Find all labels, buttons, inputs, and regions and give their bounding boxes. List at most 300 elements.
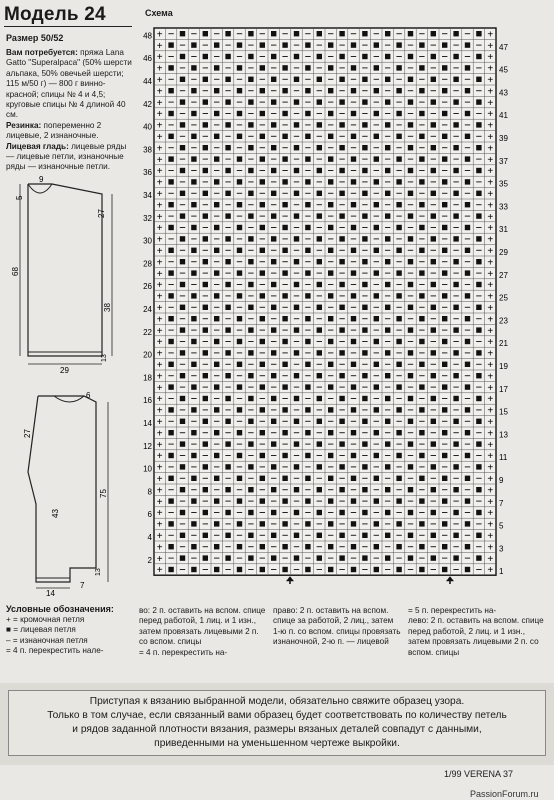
knit-stitch <box>248 396 253 401</box>
knit-stitch <box>271 350 276 355</box>
row-label-left: 16 <box>143 396 152 406</box>
edge-stitch: + <box>487 417 494 428</box>
knit-stitch <box>203 213 208 218</box>
knit-stitch <box>351 293 356 298</box>
knit-stitch <box>408 487 413 492</box>
knit-stitch <box>476 373 481 378</box>
notice-line-3: и рядов заданной плотности вязания, размеры вязаных деталей совпадут с данными, <box>72 724 482 735</box>
edge-stitch: + <box>156 166 163 178</box>
knit-stitch <box>431 122 436 127</box>
edge-stitch: + <box>487 200 494 212</box>
row-label-left: 38 <box>143 145 152 155</box>
knit-stitch <box>168 476 173 481</box>
knit-stitch <box>260 270 265 275</box>
edge-stitch: + <box>487 86 494 98</box>
row-label-left: 18 <box>143 373 152 383</box>
knit-stitch <box>374 134 379 139</box>
knit-stitch <box>248 464 253 469</box>
size-label: Размер 50/52 <box>6 33 64 43</box>
knit-stitch <box>191 362 196 367</box>
knit-stitch <box>225 510 230 515</box>
knit-stitch <box>282 42 287 47</box>
knit-stitch <box>431 327 436 332</box>
row-label-left: 48 <box>143 31 152 41</box>
edge-stitch: + <box>156 348 163 360</box>
knit-stitch <box>419 111 424 116</box>
knit-stitch <box>362 441 367 446</box>
knit-stitch <box>271 282 276 287</box>
edge-stitch: + <box>487 439 494 451</box>
knit-stitch <box>294 510 299 515</box>
knit-stitch <box>317 259 322 264</box>
knit-stitch <box>385 145 390 150</box>
knit-stitch <box>408 259 413 264</box>
knit-stitch <box>168 407 173 412</box>
knit-stitch <box>260 248 265 253</box>
edge-stitch: + <box>156 109 163 121</box>
knit-stitch <box>282 156 287 161</box>
knit-stitch <box>385 31 390 36</box>
edge-stitch: + <box>487 474 494 485</box>
edge-stitch: + <box>487 303 494 314</box>
knit-stitch <box>442 384 447 389</box>
knit-stitch <box>225 555 230 560</box>
knit-stitch <box>305 476 310 481</box>
knit-stitch <box>339 373 344 378</box>
legend-col4-text: лево: 2 п. оставить на вспом. спице перед работой, 2 лиц. и 1 изн., затем провязать лицевыми 2 п. со вспом. спицы <box>408 616 544 657</box>
knit-stitch <box>396 316 401 321</box>
knit-stitch <box>442 316 447 321</box>
row-label-left: 40 <box>143 122 152 132</box>
knit-stitch <box>282 384 287 389</box>
knit-stitch <box>431 77 436 82</box>
knit-stitch <box>237 179 242 184</box>
knit-stitch <box>225 464 230 469</box>
knit-stitch <box>191 156 196 161</box>
knit-stitch <box>328 476 333 481</box>
knit-stitch <box>260 111 265 116</box>
knit-stitch <box>260 225 265 230</box>
knit-stitch <box>237 248 242 253</box>
knit-stitch <box>168 225 173 230</box>
knit-stitch <box>396 384 401 389</box>
row-label-left: 32 <box>143 213 152 223</box>
page-footer: 1/99 VERENA 37 <box>444 769 514 779</box>
knit-stitch <box>282 544 287 549</box>
knit-stitch <box>385 122 390 127</box>
knit-stitch <box>339 441 344 446</box>
knit-stitch <box>476 145 481 150</box>
knit-stitch <box>362 191 367 196</box>
edge-stitch: + <box>487 325 494 337</box>
knit-stitch <box>396 544 401 549</box>
knit-stitch <box>431 464 436 469</box>
knit-stitch <box>465 567 470 572</box>
knit-stitch <box>203 282 208 287</box>
knit-stitch <box>225 373 230 378</box>
knit-stitch <box>191 384 196 389</box>
knit-stitch <box>453 191 458 196</box>
knit-stitch <box>237 453 242 458</box>
knit-stitch <box>237 42 242 47</box>
knit-stitch <box>168 42 173 47</box>
knit-stitch <box>317 510 322 515</box>
knit-stitch <box>362 350 367 355</box>
knit-stitch <box>385 236 390 241</box>
edge-stitch: + <box>487 519 494 531</box>
knit-stitch <box>362 122 367 127</box>
knit-stitch <box>362 327 367 332</box>
knit-stitch <box>305 42 310 47</box>
row-label-right: 31 <box>499 225 508 235</box>
knit-stitch <box>328 544 333 549</box>
knit-stitch <box>248 122 253 127</box>
knit-stitch <box>214 270 219 275</box>
knit-stitch <box>328 179 333 184</box>
row-label-left: 26 <box>143 282 152 292</box>
knit-stitch <box>476 259 481 264</box>
knit-stitch <box>203 441 208 446</box>
knit-stitch <box>203 168 208 173</box>
knit-stitch <box>453 213 458 218</box>
knit-stitch <box>351 65 356 70</box>
knit-stitch <box>385 213 390 218</box>
knit-stitch <box>260 293 265 298</box>
knit-stitch <box>282 88 287 93</box>
knit-stitch <box>237 339 242 344</box>
edge-stitch: + <box>156 508 163 520</box>
legend-knit: ■ = лицевая петля <box>6 625 76 635</box>
row-label-right: 1 <box>499 567 504 577</box>
knit-stitch <box>237 293 242 298</box>
knit-stitch <box>396 156 401 161</box>
knit-stitch <box>180 99 185 104</box>
row-label-right: 43 <box>499 88 508 98</box>
knit-stitch <box>431 441 436 446</box>
knit-stitch <box>396 339 401 344</box>
knit-stitch <box>465 248 470 253</box>
knit-stitch <box>362 419 367 424</box>
edge-stitch: + <box>156 439 163 451</box>
knit-stitch <box>248 305 253 310</box>
knit-stitch <box>317 31 322 36</box>
knit-stitch <box>465 453 470 458</box>
knit-stitch <box>476 236 481 241</box>
edge-stitch: + <box>156 154 163 166</box>
knit-stitch <box>476 555 481 560</box>
knit-stitch <box>237 407 242 412</box>
knit-stitch <box>191 134 196 139</box>
knit-stitch <box>271 327 276 332</box>
knit-stitch <box>191 88 196 93</box>
knit-stitch <box>180 555 185 560</box>
knit-stitch <box>180 213 185 218</box>
pattern2-middle: 43 <box>51 509 60 518</box>
edge-stitch: + <box>156 428 163 440</box>
knit-stitch <box>305 88 310 93</box>
repeat-arrow-head <box>446 576 454 581</box>
row-label-right: 33 <box>499 202 508 212</box>
edge-stitch: + <box>487 382 494 394</box>
knit-stitch <box>442 339 447 344</box>
knit-stitch <box>351 498 356 503</box>
row-label-right: 39 <box>499 134 508 143</box>
edge-stitch: + <box>487 291 494 303</box>
pattern1-top: 9 <box>39 175 44 184</box>
edge-stitch: + <box>487 451 494 463</box>
knit-stitch <box>339 168 344 173</box>
knit-stitch <box>351 111 356 116</box>
edge-stitch: + <box>487 97 494 109</box>
knit-stitch <box>248 77 253 82</box>
rib-desc: попеременно 2 лицевые, 2 изнаночные. <box>6 120 102 141</box>
knit-stitch <box>328 339 333 344</box>
knit-stitch <box>362 259 367 264</box>
knit-stitch <box>305 544 310 549</box>
edge-stitch: + <box>487 496 494 508</box>
knit-stitch <box>260 179 265 184</box>
knit-stitch <box>317 555 322 560</box>
knit-stitch <box>453 510 458 515</box>
edge-stitch: + <box>487 508 494 520</box>
row-label-right: 19 <box>499 362 508 371</box>
rib-label: Резинка: <box>6 120 42 130</box>
knit-stitch <box>476 191 481 196</box>
knit-stitch <box>351 202 356 207</box>
knit-stitch <box>351 384 356 389</box>
knit-stitch <box>225 122 230 127</box>
knit-stitch <box>431 373 436 378</box>
knit-stitch <box>214 202 219 207</box>
knit-stitch <box>248 327 253 332</box>
edge-stitch: + <box>156 291 163 303</box>
knit-stitch <box>408 441 413 446</box>
knit-stitch <box>476 419 481 424</box>
knit-stitch <box>248 236 253 241</box>
knit-stitch <box>396 521 401 526</box>
knit-stitch <box>374 316 379 321</box>
knit-stitch <box>168 88 173 93</box>
knit-stitch <box>180 259 185 264</box>
knit-stitch <box>453 533 458 538</box>
knit-stitch <box>294 191 299 196</box>
knit-stitch <box>339 419 344 424</box>
knit-stitch <box>168 179 173 184</box>
knit-stitch <box>396 362 401 367</box>
row-label-right: 37 <box>499 156 508 166</box>
knit-stitch <box>317 54 322 59</box>
knit-stitch <box>225 259 230 264</box>
knit-stitch <box>168 248 173 253</box>
knit-stitch <box>465 544 470 549</box>
knit-stitch <box>374 65 379 70</box>
knit-stitch <box>180 510 185 515</box>
knit-stitch <box>362 396 367 401</box>
knit-stitch <box>271 555 276 560</box>
knit-stitch <box>385 77 390 82</box>
knit-stitch <box>317 487 322 492</box>
knit-stitch <box>339 145 344 150</box>
knit-stitch <box>385 487 390 492</box>
knit-stitch <box>282 498 287 503</box>
knit-stitch <box>180 191 185 196</box>
knit-stitch <box>419 202 424 207</box>
knit-stitch <box>453 145 458 150</box>
knit-stitch <box>408 122 413 127</box>
knit-stitch <box>362 464 367 469</box>
knit-stitch <box>260 521 265 526</box>
knit-stitch <box>362 236 367 241</box>
knit-stitch <box>248 259 253 264</box>
knit-stitch <box>362 145 367 150</box>
knit-stitch <box>294 396 299 401</box>
row-label-left: 46 <box>143 54 152 64</box>
edge-stitch: + <box>156 86 163 98</box>
knit-stitch <box>431 555 436 560</box>
knit-stitch <box>214 407 219 412</box>
knit-stitch <box>442 567 447 572</box>
knit-stitch <box>476 464 481 469</box>
knit-stitch <box>431 305 436 310</box>
knit-stitch <box>237 225 242 230</box>
knit-stitch <box>419 225 424 230</box>
edge-stitch: + <box>156 360 163 371</box>
knit-stitch <box>328 293 333 298</box>
knit-stitch <box>180 464 185 469</box>
edge-stitch: + <box>156 177 163 189</box>
knit-stitch <box>339 77 344 82</box>
knit-stitch <box>168 430 173 435</box>
knit-stitch <box>442 521 447 526</box>
knit-stitch <box>294 464 299 469</box>
knit-stitch <box>396 498 401 503</box>
knit-stitch <box>453 373 458 378</box>
knit-stitch <box>214 316 219 321</box>
knit-stitch <box>396 567 401 572</box>
knit-stitch <box>431 191 436 196</box>
knit-stitch <box>396 65 401 70</box>
knit-stitch <box>465 521 470 526</box>
edge-stitch: + <box>487 189 494 200</box>
knit-stitch <box>203 305 208 310</box>
knit-stitch <box>248 373 253 378</box>
knit-stitch <box>271 259 276 264</box>
knit-stitch <box>374 156 379 161</box>
knit-stitch <box>260 339 265 344</box>
knit-stitch <box>328 430 333 435</box>
knit-stitch <box>351 339 356 344</box>
edge-stitch: + <box>156 325 163 337</box>
materials-label: Вам потребуется: <box>6 48 78 57</box>
knit-stitch <box>442 179 447 184</box>
knit-stitch <box>419 339 424 344</box>
knit-stitch <box>476 54 481 59</box>
knit-stitch <box>191 248 196 253</box>
knit-stitch <box>191 111 196 116</box>
knit-stitch <box>260 407 265 412</box>
knit-stitch <box>294 77 299 82</box>
row-label-left: 4 <box>147 533 152 542</box>
edge-stitch: + <box>487 52 494 64</box>
knit-stitch <box>225 54 230 59</box>
knit-stitch <box>465 293 470 298</box>
knit-stitch <box>225 191 230 196</box>
knit-stitch <box>374 430 379 435</box>
knit-stitch <box>260 316 265 321</box>
knit-stitch <box>351 476 356 481</box>
knit-stitch <box>385 555 390 560</box>
knit-stitch <box>408 77 413 82</box>
row-label-left: 22 <box>143 327 152 337</box>
knit-stitch <box>191 521 196 526</box>
edge-stitch: + <box>156 337 163 349</box>
knit-stitch <box>294 419 299 424</box>
knit-stitch <box>168 156 173 161</box>
knit-stitch <box>339 31 344 36</box>
legend-edge: + = кромочная петля <box>6 615 85 624</box>
knit-stitch <box>294 350 299 355</box>
knit-stitch <box>168 544 173 549</box>
knit-stitch <box>362 31 367 36</box>
knit-stitch <box>214 111 219 116</box>
knit-stitch <box>465 270 470 275</box>
knit-stitch <box>248 350 253 355</box>
knit-stitch <box>305 498 310 503</box>
knit-stitch <box>203 510 208 515</box>
edge-stitch: + <box>156 246 163 257</box>
edge-stitch: + <box>487 405 494 417</box>
edge-stitch: + <box>156 268 163 280</box>
edge-stitch: + <box>156 485 163 497</box>
knit-stitch <box>317 191 322 196</box>
knit-stitch <box>396 134 401 139</box>
knit-stitch <box>282 65 287 70</box>
knit-stitch <box>203 373 208 378</box>
knit-stitch <box>465 156 470 161</box>
knit-stitch <box>362 373 367 378</box>
knit-stitch <box>453 441 458 446</box>
knit-stitch <box>237 498 242 503</box>
edge-stitch: + <box>487 394 494 406</box>
knit-stitch <box>442 476 447 481</box>
knit-stitch <box>294 99 299 104</box>
knit-stitch <box>168 202 173 207</box>
row-label-left: 44 <box>143 77 152 86</box>
knit-stitch <box>374 293 379 298</box>
knit-stitch <box>476 487 481 492</box>
edge-stitch: + <box>156 462 163 474</box>
legend-col2-text: во: 2 п. оставить на вспом. спице перед работой, 1 лиц. и 1 изн., затем провязать лицевыми 2 п. со вспом. спицы <box>139 606 266 647</box>
knit-stitch <box>248 145 253 150</box>
knit-stitch <box>225 213 230 218</box>
knit-stitch <box>396 407 401 412</box>
knit-stitch <box>374 248 379 253</box>
knit-stitch <box>385 54 390 59</box>
knit-stitch <box>282 430 287 435</box>
edge-stitch: + <box>487 223 494 235</box>
knit-stitch <box>271 54 276 59</box>
knit-stitch <box>237 111 242 116</box>
knit-stitch <box>408 31 413 36</box>
knit-stitch <box>203 31 208 36</box>
knit-stitch <box>419 384 424 389</box>
knit-stitch <box>374 339 379 344</box>
knit-stitch <box>317 168 322 173</box>
edge-stitch: + <box>487 531 494 542</box>
knit-stitch <box>168 270 173 275</box>
knit-stitch <box>419 293 424 298</box>
knit-stitch <box>339 487 344 492</box>
